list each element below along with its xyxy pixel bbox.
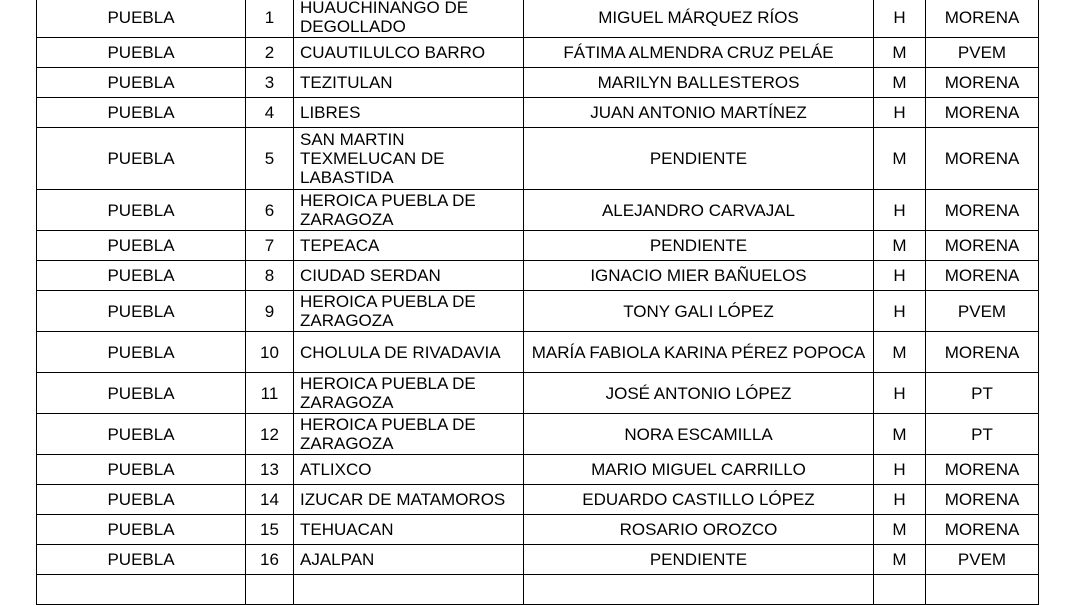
party-cell: MORENA bbox=[926, 455, 1039, 485]
table-row-partial bbox=[37, 575, 1039, 605]
gender-cell: H bbox=[874, 190, 926, 231]
table-row bbox=[37, 0, 1039, 38]
gender-cell: M bbox=[874, 515, 926, 545]
table-row bbox=[37, 545, 1039, 575]
state-cell: PUEBLA bbox=[37, 261, 246, 291]
gender-cell: M bbox=[874, 231, 926, 261]
gender-cell: M bbox=[874, 545, 926, 575]
gender-cell: H bbox=[874, 373, 926, 414]
table-row bbox=[37, 98, 1039, 128]
municipality-cell: HUAUCHINANGO DE DEGOLLADO bbox=[294, 0, 524, 38]
party-cell: PVEM bbox=[926, 291, 1039, 332]
municipality-cell: SAN MARTIN TEXMELUCAN DE LABASTIDA bbox=[294, 128, 524, 190]
candidate-cell: NORA ESCAMILLA bbox=[524, 414, 874, 455]
district-number-cell: 13 bbox=[246, 455, 294, 485]
candidate-cell: JUAN ANTONIO MARTÍNEZ bbox=[524, 98, 874, 128]
candidate-cell: PENDIENTE bbox=[524, 545, 874, 575]
table-row bbox=[37, 128, 1039, 190]
party-cell bbox=[926, 575, 1039, 605]
state-cell: PUEBLA bbox=[37, 545, 246, 575]
state-cell: PUEBLA bbox=[37, 190, 246, 231]
municipality-cell: TEPEACA bbox=[294, 231, 524, 261]
candidate-cell: MARILYN BALLESTEROS bbox=[524, 68, 874, 98]
candidate-cell: PENDIENTE bbox=[524, 128, 874, 190]
municipality-cell: ATLIXCO bbox=[294, 455, 524, 485]
municipality-cell: IZUCAR DE MATAMOROS bbox=[294, 485, 524, 515]
state-cell: PUEBLA bbox=[37, 38, 246, 68]
gender-cell: H bbox=[874, 261, 926, 291]
gender-cell: M bbox=[874, 332, 926, 373]
state-cell: PUEBLA bbox=[37, 485, 246, 515]
state-cell: PUEBLA bbox=[37, 128, 246, 190]
district-number-cell: 5 bbox=[246, 128, 294, 190]
table-row bbox=[37, 231, 1039, 261]
gender-cell: H bbox=[874, 485, 926, 515]
candidate-cell: TONY GALI LÓPEZ bbox=[524, 291, 874, 332]
table-row bbox=[37, 455, 1039, 485]
candidate-cell: EDUARDO CASTILLO LÓPEZ bbox=[524, 485, 874, 515]
party-cell: MORENA bbox=[926, 190, 1039, 231]
state-cell: PUEBLA bbox=[37, 515, 246, 545]
district-number-cell: 7 bbox=[246, 231, 294, 261]
party-cell: MORENA bbox=[926, 0, 1039, 38]
table-row bbox=[37, 190, 1039, 231]
state-cell: PUEBLA bbox=[37, 291, 246, 332]
party-cell: MORENA bbox=[926, 128, 1039, 190]
candidate-cell: JOSÉ ANTONIO LÓPEZ bbox=[524, 373, 874, 414]
district-number-cell: 10 bbox=[246, 332, 294, 373]
party-cell: MORENA bbox=[926, 515, 1039, 545]
municipality-cell bbox=[294, 575, 524, 605]
gender-cell bbox=[874, 575, 926, 605]
gender-cell: H bbox=[874, 98, 926, 128]
municipality-cell: LIBRES bbox=[294, 98, 524, 128]
party-cell: MORENA bbox=[926, 485, 1039, 515]
table-row bbox=[37, 373, 1039, 414]
state-cell: PUEBLA bbox=[37, 455, 246, 485]
party-cell: PVEM bbox=[926, 545, 1039, 575]
table-row bbox=[37, 38, 1039, 68]
candidate-cell: MIGUEL MÁRQUEZ RÍOS bbox=[524, 0, 874, 38]
district-number-cell: 9 bbox=[246, 291, 294, 332]
municipality-cell: CUAUTILULCO BARRO bbox=[294, 38, 524, 68]
district-number-cell: 4 bbox=[246, 98, 294, 128]
district-number-cell: 1 bbox=[246, 0, 294, 38]
candidates-table bbox=[36, 0, 1039, 605]
candidate-cell: MARIO MIGUEL CARRILLO bbox=[524, 455, 874, 485]
state-cell: PUEBLA bbox=[37, 373, 246, 414]
table-row bbox=[37, 261, 1039, 291]
district-number-cell: 3 bbox=[246, 68, 294, 98]
gender-cell: M bbox=[874, 68, 926, 98]
municipality-cell: CHOLULA DE RIVADAVIA bbox=[294, 332, 524, 373]
state-cell: PUEBLA bbox=[37, 0, 246, 38]
municipality-cell: TEZITULAN bbox=[294, 68, 524, 98]
state-cell: PUEBLA bbox=[37, 231, 246, 261]
candidates-table-container bbox=[36, 0, 1039, 605]
candidate-cell: ROSARIO OROZCO bbox=[524, 515, 874, 545]
district-number-cell: 2 bbox=[246, 38, 294, 68]
candidate-cell: PENDIENTE bbox=[524, 231, 874, 261]
table-row bbox=[37, 485, 1039, 515]
candidate-cell: MARÍA FABIOLA KARINA PÉREZ POPOCA bbox=[524, 332, 874, 373]
table-row bbox=[37, 332, 1039, 373]
state-cell bbox=[37, 575, 246, 605]
district-number-cell: 8 bbox=[246, 261, 294, 291]
district-number-cell: 15 bbox=[246, 515, 294, 545]
district-number-cell: 6 bbox=[246, 190, 294, 231]
party-cell: PVEM bbox=[926, 38, 1039, 68]
municipality-cell: HEROICA PUEBLA DE ZARAGOZA bbox=[294, 414, 524, 455]
party-cell: PT bbox=[926, 414, 1039, 455]
gender-cell: H bbox=[874, 0, 926, 38]
municipality-cell: CIUDAD SERDAN bbox=[294, 261, 524, 291]
municipality-cell: HEROICA PUEBLA DE ZARAGOZA bbox=[294, 291, 524, 332]
district-number-cell: 11 bbox=[246, 373, 294, 414]
district-number-cell: 12 bbox=[246, 414, 294, 455]
table-row bbox=[37, 515, 1039, 545]
table-row bbox=[37, 291, 1039, 332]
gender-cell: H bbox=[874, 455, 926, 485]
party-cell: MORENA bbox=[926, 98, 1039, 128]
candidate-cell: IGNACIO MIER BAÑUELOS bbox=[524, 261, 874, 291]
table-row bbox=[37, 68, 1039, 98]
state-cell: PUEBLA bbox=[37, 332, 246, 373]
municipality-cell: HEROICA PUEBLA DE ZARAGOZA bbox=[294, 373, 524, 414]
district-number-cell: 16 bbox=[246, 545, 294, 575]
table-row bbox=[37, 414, 1039, 455]
party-cell: MORENA bbox=[926, 231, 1039, 261]
party-cell: PT bbox=[926, 373, 1039, 414]
municipality-cell: HEROICA PUEBLA DE ZARAGOZA bbox=[294, 190, 524, 231]
gender-cell: M bbox=[874, 38, 926, 68]
candidate-cell: FÁTIMA ALMENDRA CRUZ PELÁE bbox=[524, 38, 874, 68]
gender-cell: M bbox=[874, 414, 926, 455]
gender-cell: M bbox=[874, 128, 926, 190]
party-cell: MORENA bbox=[926, 261, 1039, 291]
party-cell: MORENA bbox=[926, 68, 1039, 98]
state-cell: PUEBLA bbox=[37, 98, 246, 128]
municipality-cell: AJALPAN bbox=[294, 545, 524, 575]
party-cell: MORENA bbox=[926, 332, 1039, 373]
state-cell: PUEBLA bbox=[37, 414, 246, 455]
gender-cell: H bbox=[874, 291, 926, 332]
candidate-cell: ALEJANDRO CARVAJAL bbox=[524, 190, 874, 231]
district-number-cell: 14 bbox=[246, 485, 294, 515]
municipality-cell: TEHUACAN bbox=[294, 515, 524, 545]
district-number-cell bbox=[246, 575, 294, 605]
candidate-cell bbox=[524, 575, 874, 605]
state-cell: PUEBLA bbox=[37, 68, 246, 98]
